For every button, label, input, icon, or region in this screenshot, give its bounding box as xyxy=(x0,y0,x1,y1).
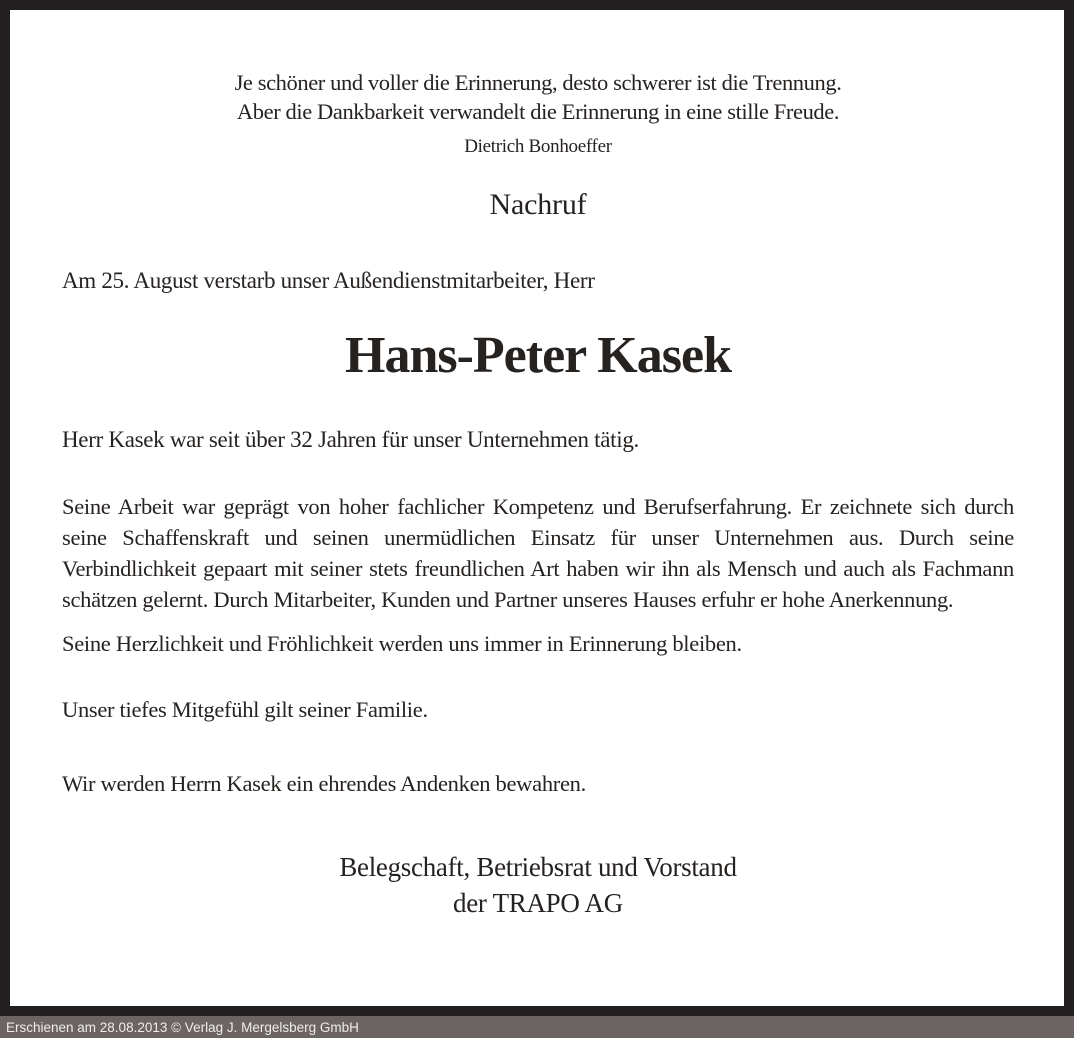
deceased-name: Hans-Peter Kasek xyxy=(345,327,731,384)
condolence-line: Unser tiefes Mitgefühl gilt seiner Familie. xyxy=(62,697,428,722)
obituary-content xyxy=(20,20,1054,974)
memorial-quote xyxy=(62,68,1014,126)
obituary-heading: Nachruf xyxy=(489,188,587,221)
tribute-paragraph: Seine Arbeit war geprägt von hoher fachlicher Kompetenz und Berufserfahrung. Er zeichnete sich durch seine Schaffenskraft und seinen unermüdlichen Einsatz für unser Unternehmen aus. Durch seine Verbindlichkeit gepaart mit seiner stets freundlichen Art haben wir ihn als Mensch und auch als Fachmann schätzen gelernt. Durch Mitarbeiter, Kunden und Partner unseres Hauses erfuhr er hohe Anerkennung. xyxy=(62,494,1014,612)
publisher-footer-text: Erschienen am 28.08.2013 © Verlag J. Mergelsberg GmbH xyxy=(6,1019,359,1035)
memorial-quote-line-2: Aber die Dankbarkeit verwandelt die Erinnerung in eine stille Freude. xyxy=(236,99,840,124)
intro-line: Am 25. August verstarb unser Außendienstmitarbeiter, Herr xyxy=(62,268,595,293)
publisher-footer-bar xyxy=(0,1016,1074,1038)
tenure-line: Herr Kasek war seit über 32 Jahren für unser Unternehmen tätig. xyxy=(62,427,639,452)
signoff-line-2: der TRAPO AG xyxy=(453,888,623,918)
signoff-line-1: Belegschaft, Betriebsrat und Vorstand xyxy=(339,852,737,882)
closing-line: Wir werden Herrn Kasek ein ehrendes Andenken bewahren. xyxy=(62,771,586,796)
remembrance-line: Seine Herzlichkeit und Fröhlichkeit werden uns immer in Erinnerung bleiben. xyxy=(62,631,742,656)
memorial-quote-line-1: Je schöner und voller die Erinnerung, desto schwerer ist die Trennung. xyxy=(234,70,842,95)
quote-attribution: Dietrich Bonhoeffer xyxy=(464,136,612,157)
signoff xyxy=(62,849,1014,921)
